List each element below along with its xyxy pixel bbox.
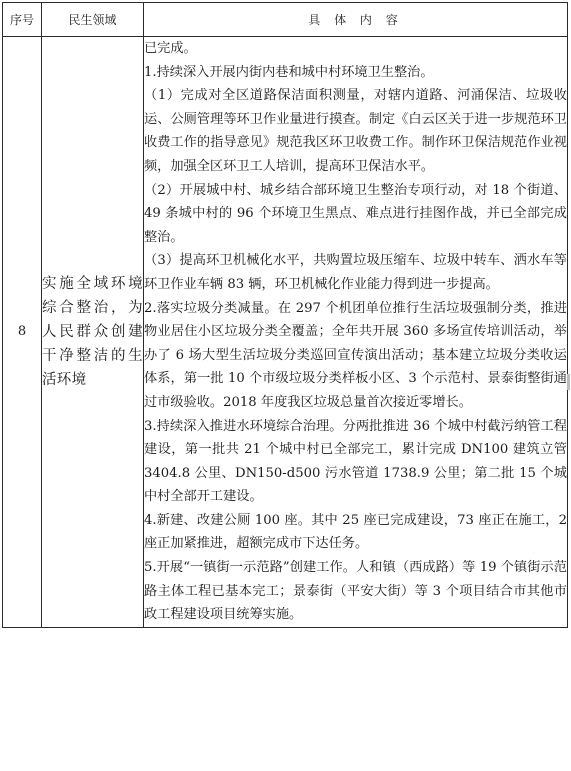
content-paragraph: （3）提高环卫机械化水平，共购置垃圾压缩车、垃圾中转车、洒水车等环卫作业车辆 83 辆，环卫机械化作业能力得到进一步提高。: [144, 253, 567, 292]
content-paragraph: （2）开展城中村、城乡结合部环境卫生整治专项行动，对 18 个街道、49 条城中村的 96 个环境卫生黑点、难点进行挂图作战，并已全部完成整治。: [144, 182, 567, 245]
content-paragraph: （1）完成对全区道路保洁面积测量，对辖内道路、河涌保洁、垃圾收运、公厕管理等环卫作业量进行摸查。制定《白云区关于进一步规范环卫收费工作的指导意见》规范我区环卫收费工作。制作环卫保洁规范作业视频，加强全区环卫工人培训，提高环卫保洁水平。: [144, 88, 567, 174]
row-field: 实施全域环境综合整治，为人民群众创建干净整洁的生活环境: [42, 37, 144, 628]
content-paragraph: 1.持续深入开展内街内巷和城中村环境卫生整治。: [144, 64, 434, 80]
scrollbar-thumb[interactable]: [567, 374, 570, 390]
header-row: [3, 3, 568, 37]
livelihood-table: [2, 2, 568, 628]
header-seq: 序号: [3, 3, 42, 37]
header-content: 具 体 内 容: [144, 3, 568, 37]
content-paragraph: 4.新建、改建公厕 100 座。其中 25 座已完成建设，73 座正在施工，2 座正加紧推进，超额完成市下达任务。: [144, 512, 567, 552]
content-paragraph: 已完成。: [144, 41, 197, 56]
content-paragraph: 3.持续深入推进水环境综合治理。分两批推进 36 个城中村截污纳管工程建设，第一批共 21 个城中村已全部完工，累计完成 DN100 建筑立管 3404.8 公里、DN150-d500 污水管道 1738.9 公里；第二批 15 个城中村全部开工建设。: [144, 418, 567, 505]
table-row: [3, 37, 568, 628]
content-paragraph: 2.落实垃圾分类减量。在 297 个机团单位推行生活垃圾强制分类，推进物业居住小区垃圾分类全覆盖；全年共开展 360 多场宣传培训活动，举办了 6 场大型生活垃圾分类巡回宣传演出活动；基本建立垃圾分类收运体系，第一批 10 个市级垃圾分类样板小区、3 个示范村、景泰街整街通过市级验收。2018 年度我区垃圾总量首次接近零增长。: [144, 300, 567, 410]
header-field: 民生领域: [42, 3, 144, 37]
row-content: [144, 37, 568, 628]
row-seq: 8: [3, 37, 42, 628]
content-paragraph: 5.开展“一镇街一示范路”创建工作。人和镇（西成路）等 19 个镇街示范路主体工程已基本完工；景泰街（平安大街）等 3 个项目结合市其他市政工程建设项目统筹实施。: [144, 560, 567, 623]
